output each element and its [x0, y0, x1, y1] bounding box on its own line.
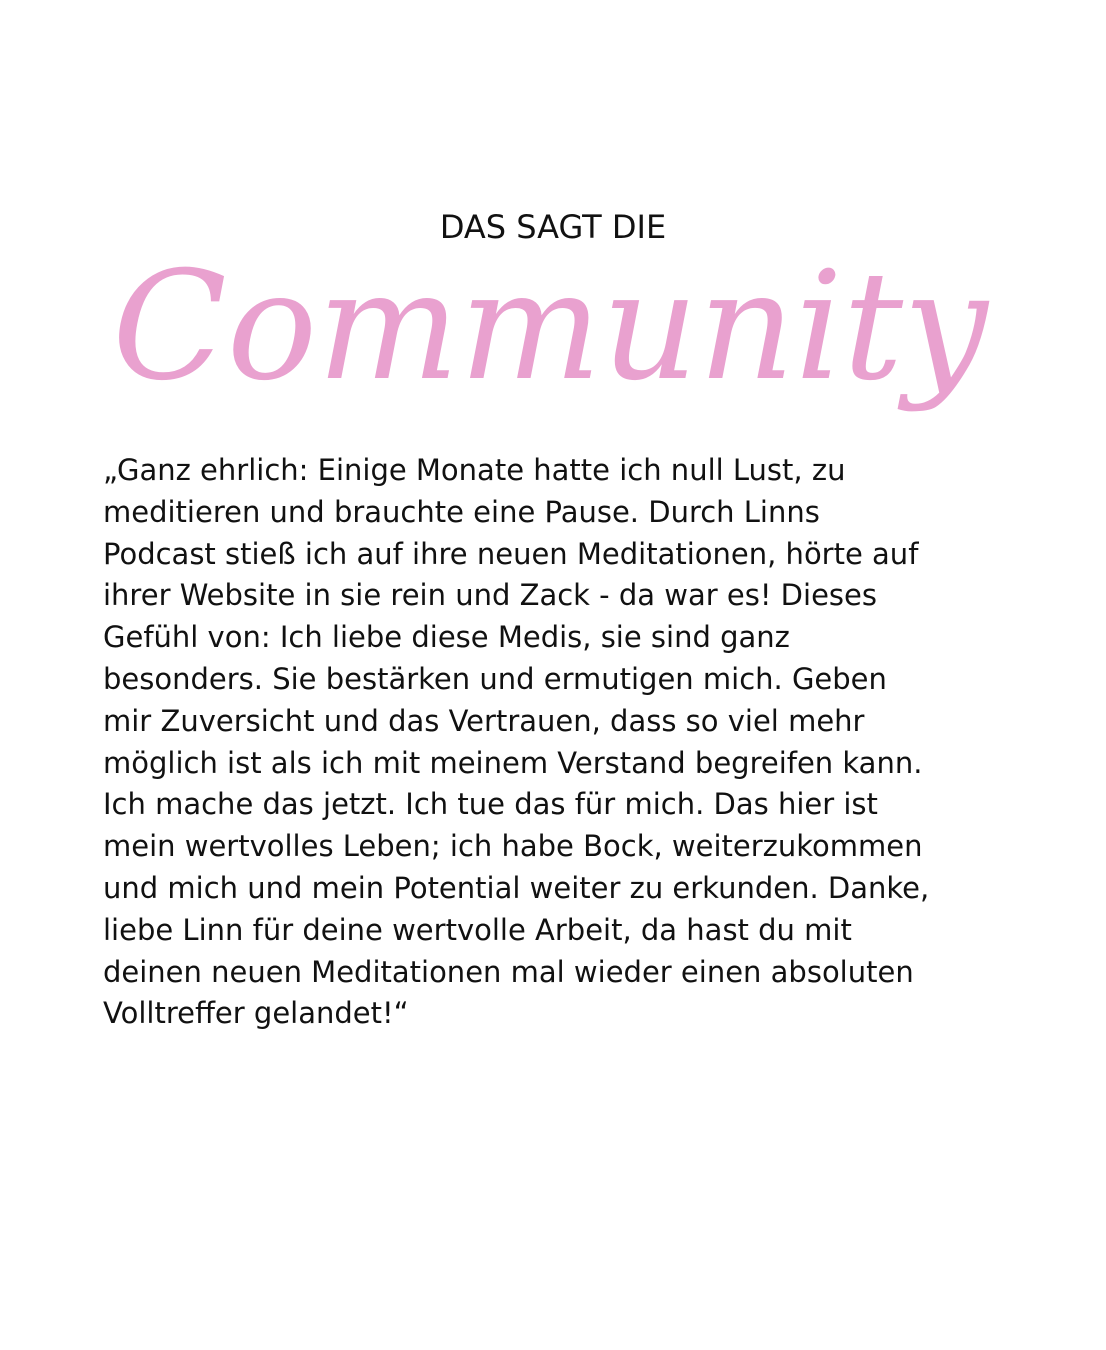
quote-line: Ich mache das jetzt. Ich tue das für mich. Das hier ist — [103, 787, 878, 822]
quote-line: Podcast stieß ich auf ihre neuen Meditationen, hörte auf — [103, 536, 919, 571]
quote-line: meditieren und brauchte eine Pause. Durch Linns — [103, 494, 820, 529]
community-script-text: Community — [112, 240, 988, 414]
testimonial-quote — [103, 450, 983, 1035]
section-kicker: DAS SAGT DIE — [439, 208, 667, 246]
quote-line: Gefühl von: Ich liebe diese Medis, sie sind ganz — [103, 620, 790, 655]
quote-line: Volltreffer gelandet!“ — [103, 996, 409, 1031]
quote-line: möglich ist als ich mit meinem Verstand begreifen kann. — [103, 745, 923, 780]
quote-line: liebe Linn für deine wertvolle Arbeit, da hast du mit — [103, 912, 852, 947]
quote-line: deinen neuen Meditationen mal wieder einen absoluten — [103, 954, 914, 989]
quote-line: mir Zuversicht und das Vertrauen, dass so viel mehr — [103, 703, 865, 738]
quote-line: und mich und mein Potential weiter zu erkunden. Danke, — [103, 870, 930, 905]
quote-line: „Ganz ehrlich: Einige Monate hatte ich null Lust, zu — [103, 453, 846, 487]
quote-line: ihrer Website in sie rein und Zack - da war es! Dieses — [103, 578, 877, 613]
quote-line: mein wertvolles Leben; ich habe Bock, weiterzukommen — [103, 829, 923, 864]
quote-line: besonders. Sie bestärken und ermutigen mich. Geben — [103, 661, 887, 696]
community-script-title — [112, 238, 988, 438]
